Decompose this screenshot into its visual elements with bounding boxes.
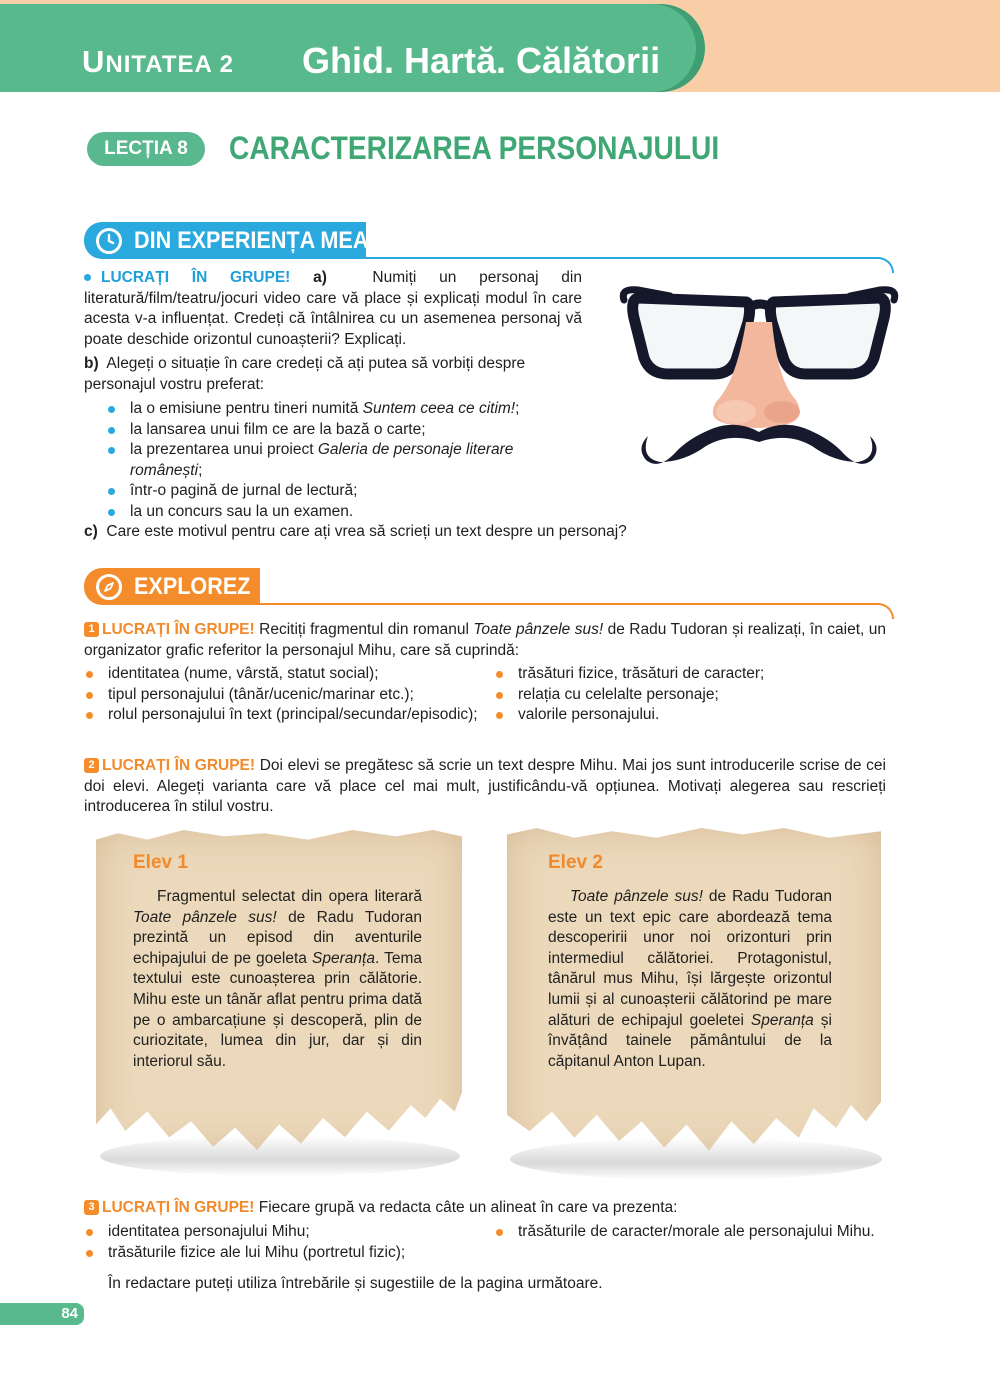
- group-work-label: LUCRAȚI ÎN GRUPE!: [101, 269, 291, 286]
- list-item-text: identitatea personajului Mihu;: [108, 1223, 310, 1240]
- list-item: [108, 440, 582, 481]
- bullet-dot: [108, 406, 115, 413]
- question-c-text: Care este motivul pentru care ați vrea să scrieți un text despre un personaj?: [106, 523, 627, 540]
- question-b: [84, 354, 582, 395]
- section-divider-curve: [874, 257, 894, 273]
- group-work-label: LUCRAȚI ÎN GRUPE!: [102, 757, 256, 774]
- bullet-dot: [108, 427, 115, 434]
- exercise-number: 1: [84, 622, 99, 637]
- list-item-text: valorile personajului.: [518, 706, 660, 723]
- elev-text-part: de Radu Tudoran prezintă un episod din aventurile echipajului de pe goeleta: [133, 908, 422, 967]
- bullet-dot: [86, 692, 93, 699]
- list-item: [108, 502, 582, 523]
- elev-text-part: . Tema textului este cunoașterea prin călătorie. Mihu este un tânăr aflat pentru prima dată pe o ambarcațiune și descoperă, plin de curiozitate, lumea din jur, dar și din interiorul său.: [133, 949, 422, 1070]
- unit-title: Ghid. Hartă. Călătorii: [302, 40, 661, 81]
- group-work-label: LUCRAȚI ÎN GRUPE!: [102, 1199, 255, 1216]
- list-item: [84, 664, 482, 685]
- list-item-text: trăsăturile fizice ale lui Mihu (portretul fizic);: [108, 1243, 406, 1261]
- list-item-text: identitatea (nume, vârstă, statut social);: [108, 665, 379, 682]
- list-column-right: [494, 1222, 886, 1243]
- item-label-b: b): [84, 355, 99, 372]
- bullet-dot: [496, 692, 503, 699]
- bullet-dot: [496, 671, 503, 678]
- list-item-text: la un concurs sau la un examen.: [130, 502, 354, 520]
- exercise-text: Fiecare grupă va redacta câte un alineat în care va prezenta:: [258, 1199, 678, 1216]
- unit-label: UNITATEA 2: [82, 44, 234, 79]
- list-item-text: trăsături fizice, trăsături de caracter;: [518, 665, 765, 682]
- bullet-dot: [86, 1229, 93, 1236]
- paper-shadow: [510, 1138, 882, 1180]
- list-item: [494, 1222, 886, 1243]
- bullet-dot: [496, 712, 503, 719]
- list-item: [84, 685, 482, 706]
- list-column-left: [84, 1222, 482, 1263]
- section-divider-line: [366, 257, 880, 259]
- exercise-text: Recitiți fragmentul din romanul: [259, 621, 474, 638]
- section1-content: [84, 268, 627, 543]
- paper-shadow: [100, 1136, 460, 1176]
- list-item: [84, 1243, 482, 1264]
- section-divider-line: [260, 603, 880, 605]
- history-clock-icon: [96, 228, 122, 254]
- list-item-text: la lansarea unui film ce are la bază o carte;: [130, 420, 426, 438]
- list-item: [494, 705, 886, 726]
- exercise-2: [84, 756, 886, 818]
- page-number: 84: [0, 1303, 84, 1325]
- bullet-dot: [86, 1250, 93, 1257]
- situation-list: [84, 399, 582, 522]
- list-item-text: la prezentarea unui proiect: [130, 441, 318, 458]
- question-a: [84, 268, 582, 350]
- list-item: [494, 685, 886, 706]
- disguise-glasses-nose-mustache-image: [618, 282, 900, 480]
- exercise-number: 2: [84, 758, 99, 773]
- list-item-text: relația cu celelalte personaje;: [518, 685, 719, 703]
- exercise-text: Doi elevi se pregătesc să scrie un text despre Mihu. Mai jos sunt introducerile scrise de cei doi elevi. Alegeți varianta care vă place cel mai mult, justificându-vă opțiunea. Motivați alegerea sau rescrieți introducerea în stilul vostru.: [84, 757, 886, 815]
- section-tab-explorez: [84, 568, 260, 605]
- list-item: [108, 399, 582, 420]
- compass-icon: [96, 574, 122, 600]
- exercise-3-list: [84, 1222, 886, 1266]
- bullet-dot: [496, 1229, 503, 1236]
- list-item: [84, 705, 482, 726]
- exercise-3: [84, 1198, 886, 1219]
- section-tab-din-experienta-mea: [84, 222, 369, 259]
- question-c: [84, 522, 627, 543]
- list-item-text: trăsăturile de caracter/morale ale personajului Mihu.: [518, 1223, 875, 1240]
- section-tab-label: EXPLOREZ: [134, 572, 251, 600]
- item-label-a: a): [313, 269, 327, 286]
- list-column-right: [494, 664, 886, 726]
- list-item-text: la o emisiune pentru tineri numită: [130, 400, 363, 417]
- book-title: Toate pânzele sus!: [570, 888, 703, 905]
- exercise-number: 3: [84, 1200, 99, 1215]
- list-item: [84, 1222, 482, 1243]
- list-item-text: ;: [515, 400, 520, 417]
- elev-text-part: Fragmentul selectat din opera literară: [157, 888, 422, 905]
- bullet-dot: [84, 274, 91, 281]
- bullet-dot: [108, 447, 115, 454]
- list-item-text: rolul personajului în text (principal/secundar/episodic);: [108, 706, 478, 723]
- exercise-text: de Radu Tudoran și realizați, în caiet, un organizator grafic referitor la personajul Mihu, care să cuprindă:: [84, 621, 887, 659]
- list-item-text: tipul personajului (tânăr/ucenic/marinar etc.);: [108, 685, 414, 703]
- elev-2-title: Elev 2: [548, 852, 603, 873]
- group-work-label: LUCRAȚI ÎN GRUPE!: [102, 621, 255, 638]
- bullet-dot: [86, 712, 93, 719]
- question-b-text: Alegeți o situație în care credeți că ați putea să vorbiți despre personajul vostru preferat:: [84, 355, 526, 393]
- section-divider-curve: [874, 603, 894, 619]
- ship-name: Speranța: [750, 1011, 814, 1029]
- list-item: [494, 664, 886, 685]
- exercise-1-list: [84, 664, 886, 746]
- list-item-text: ;: [198, 461, 203, 479]
- lesson-title: CARACTERIZAREA PERSONAJULUI: [229, 130, 720, 166]
- elev-text-part: de Radu Tudoran este un text epic care abordează tema descoperirii unor noi orizonturi prin intermediul călătoriei. Protagonistul, tânărul mus Mihu, își lărgește orizontul lumii și al cunoașterii călătorind pe mare alături de echipajul goeletei: [548, 888, 832, 1029]
- bullet-dot: [86, 671, 93, 678]
- elev-2-text: [548, 887, 832, 1072]
- section-tab-label: DIN EXPERIENȚA MEA: [134, 226, 369, 254]
- bullet-dot: [108, 509, 115, 516]
- book-title: Toate pânzele sus!: [133, 908, 277, 926]
- list-item: [108, 481, 582, 502]
- bullet-dot: [108, 488, 115, 495]
- elev-text-part: și învățând tainele pământului de la căpitanul Anton Lupan.: [548, 1011, 832, 1070]
- exercise-3-note: În redactare puteți utiliza întrebările și sugestiile de la pagina următoare.: [108, 1275, 603, 1292]
- list-item-text: într-o pagină de jurnal de lectură;: [130, 482, 358, 499]
- item-label-c: c): [84, 523, 98, 540]
- book-title: Toate pânzele sus!: [473, 621, 604, 638]
- lesson-badge: LECȚIA 8: [87, 132, 205, 166]
- exercise-1: [84, 620, 886, 661]
- list-column-left: [84, 664, 482, 726]
- elev-1-text: [133, 887, 422, 1072]
- elev-1-title: Elev 1: [133, 852, 188, 873]
- list-item-italic: Suntem ceea ce citim!: [362, 400, 516, 417]
- list-item-italic: Galeria de personaje literare românești: [130, 441, 514, 479]
- question-a-text: Numiți un personaj din literatură/film/teatru/jocuri video care vă place și explicați modul în care acesta v-a influențat. Credeți că întâlnirea cu un asemenea personaj vă poate deschide orizontul cunoașterii? Explicați.: [84, 269, 582, 348]
- ship-name: Speranța: [312, 949, 375, 967]
- list-item: [108, 420, 582, 441]
